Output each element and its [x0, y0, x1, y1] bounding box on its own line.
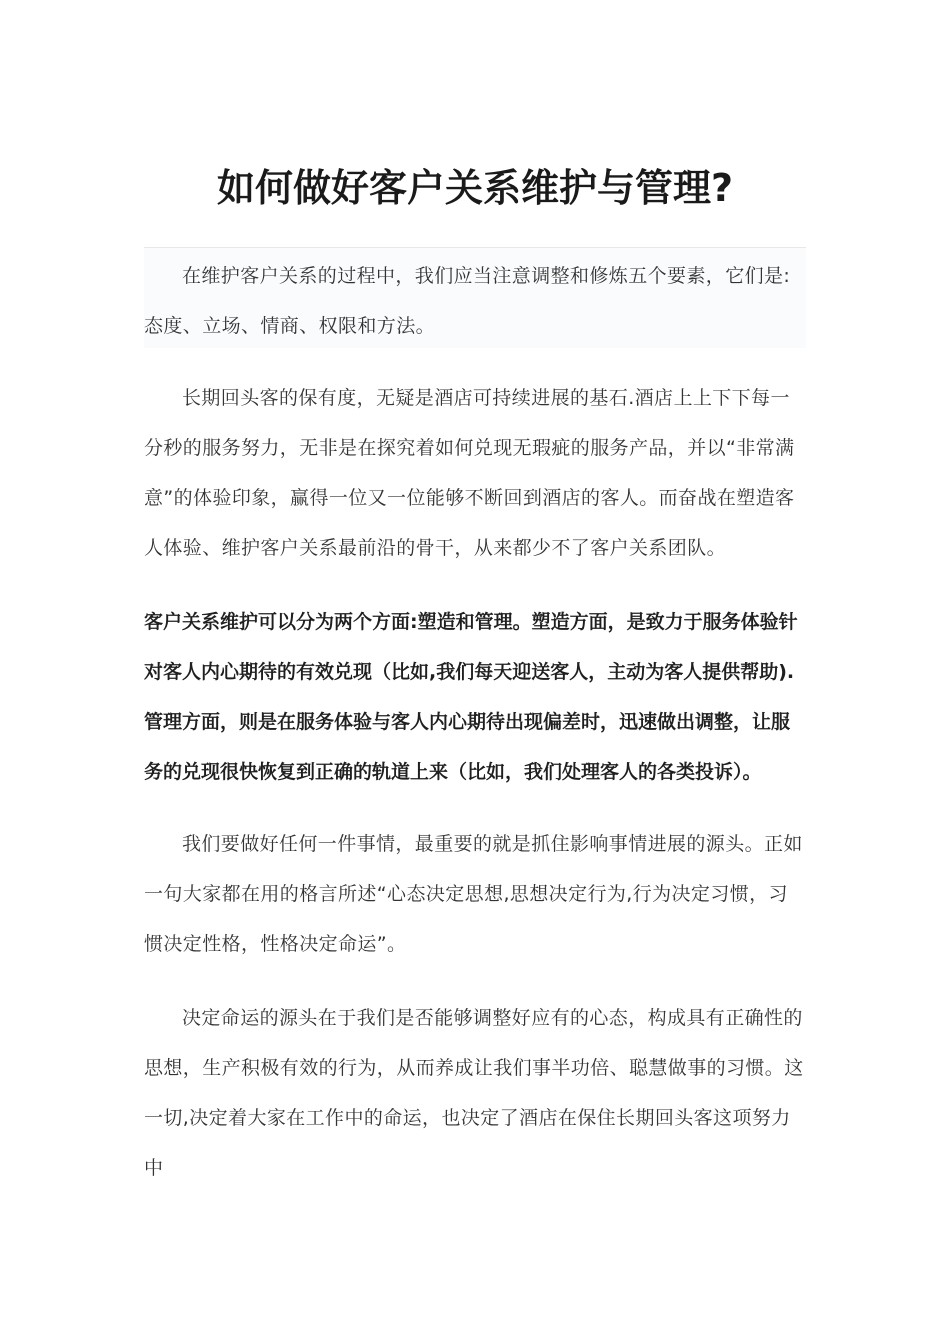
- body-paragraph-1: 长期回头客的保有度，无疑是酒店可持续进展的基石.酒店上上下下每一分秒的服务努力，无非是在探究着如何兑现无瑕疵的服务产品，并以“非常满意”的体验印象，赢得一位又一位能够不断回到酒店的客人。而奋战在塑造客人体验、维护客户关系最前沿的骨干，从来都少不了客户关系团队。: [144, 387, 795, 559]
- summary-paragraph: 在维护客户关系的过程中，我们应当注意调整和修炼五个要素，它们是:态度、立场、情商、权限和方法。: [144, 265, 791, 337]
- body-paragraph-3: 我们要做好任何一件事情，最重要的就是抓住影响事情进展的源头。正如一句大家都在用的格言所述“心态决定思想,思想决定行为,行为决定习惯，习惯决定性格，性格决定命运”。: [144, 833, 803, 955]
- body-paragraph-2-bold: 客户关系维护可以分为两个方面:塑造和管理。塑造方面，是致力于服务体验针对客人内心期待的有效兑现（比如,我们每天迎送客人，主动为客人提供帮助).管理方面，则是在服务体验与客人内心期待出现偏差时，迅速做出调整，让服务的兑现很快恢复到正确的轨道上来（比如，我们处理客人的各类投诉）。: [144, 611, 798, 783]
- article-title: 如何做好客户关系维护与管理?: [216, 166, 734, 210]
- body-paragraph-4: 决定命运的源头在于我们是否能够调整好应有的心态，构成具有正确性的思想，生产积极有效的行为，从而养成让我们事半功倍、聪慧做事的习惯。这一切,决定着大家在工作中的命运，也决定了酒店在保住长期回头客这项努力中: [144, 1007, 804, 1179]
